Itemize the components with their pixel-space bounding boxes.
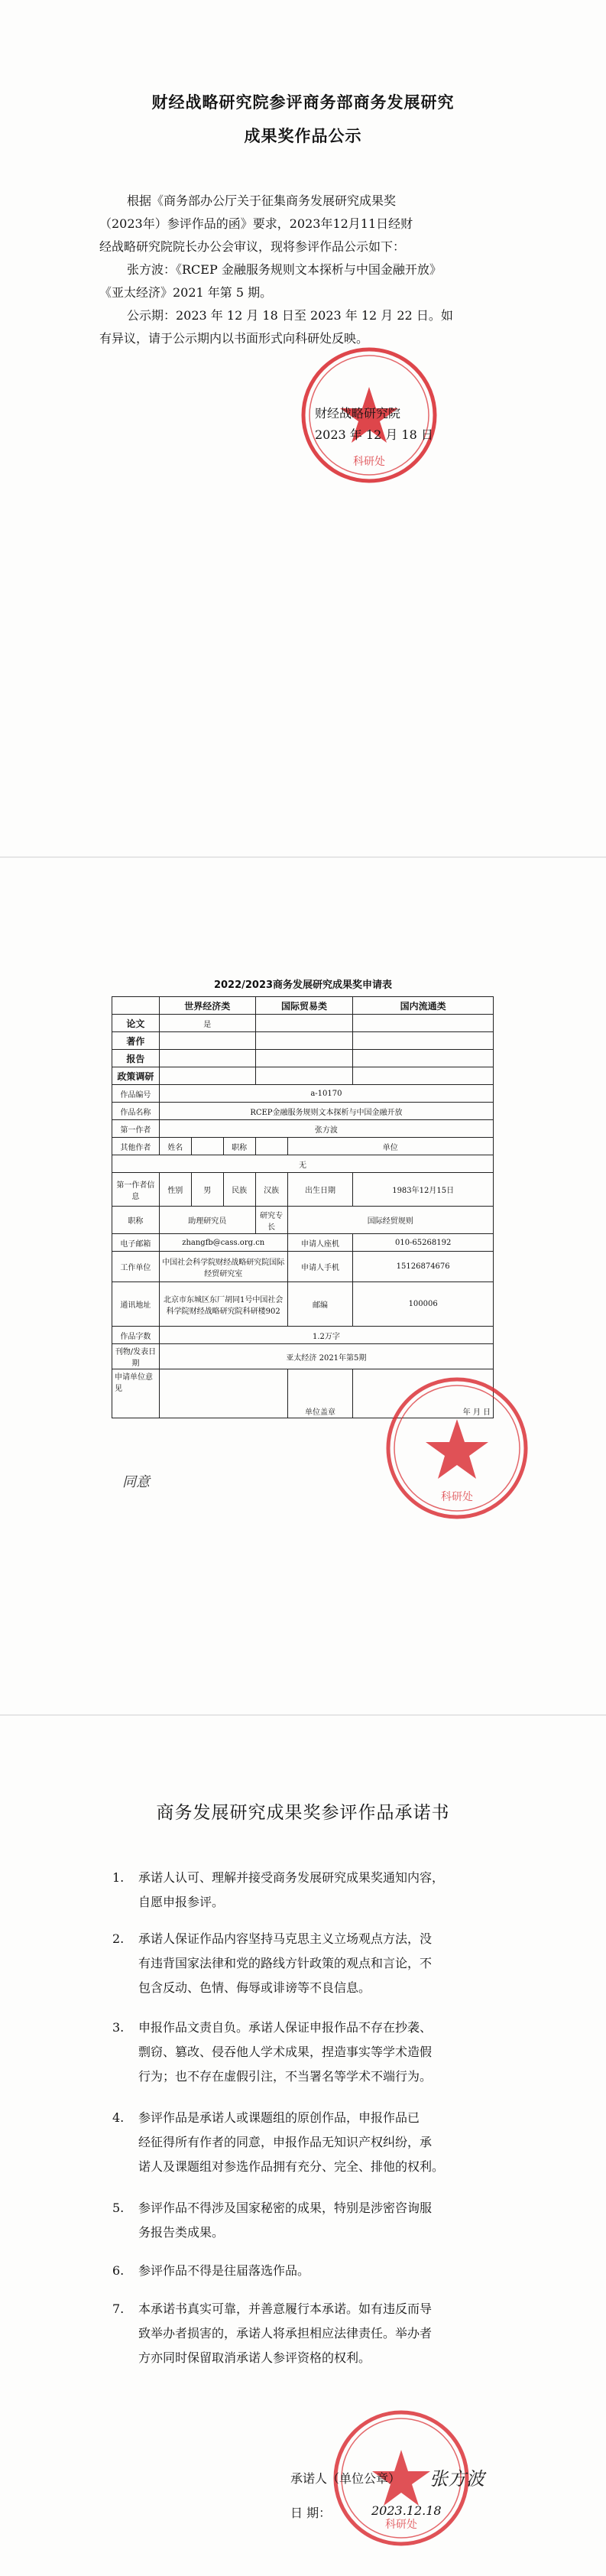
item-line: 申报作品文责自负。承诺人保证申报作品不存在抄袭、	[138, 2020, 433, 2035]
item-line: 剽窃、篡改、侵吞他人学术成果，捏造事实等学术造假	[138, 2045, 433, 2059]
work-no-label: 作品编号	[112, 1085, 160, 1103]
commitment-item-1	[112, 1866, 525, 1915]
seal-label: 单位盖章	[287, 1369, 353, 1418]
handwritten-signature: 张方波	[429, 2468, 484, 2490]
announcement-date: 2023 年 12 月 18 日	[315, 427, 433, 442]
row-paper: 论文	[112, 1015, 160, 1032]
form-seal-text: 科研处	[441, 1491, 473, 1503]
zip-label: 邮编	[287, 1282, 353, 1327]
gender-label: 性别	[159, 1173, 191, 1207]
other-unit-label: 单位	[287, 1138, 493, 1155]
form-title: 2022/2023商务发展研究成果奖申请表	[213, 979, 393, 991]
opinion-date: 年 月 日	[353, 1369, 494, 1418]
other-name-label: 姓名	[159, 1138, 191, 1155]
commitment-seal-text: 科研处	[385, 2519, 417, 2531]
col-intl-trade: 国际贸易类	[255, 997, 353, 1015]
ethnic-label: 民族	[223, 1173, 255, 1207]
para1-line2: （2023年）参评作品的函》要求，2023年12月11日经财	[99, 216, 413, 231]
para3-line2: 有异议，请于公示期内以书面形式向科研处反映。	[99, 331, 369, 346]
phone-label: 申请人座机	[287, 1234, 353, 1252]
paper-world-mark: 是	[159, 1015, 255, 1032]
para1-line3: 经战略研究院院长办公会审议，现将参评作品公示如下：	[99, 239, 406, 254]
birth-label: 出生日期	[287, 1173, 353, 1207]
commitment-item-5	[112, 2196, 525, 2245]
rank-label: 职称	[112, 1207, 160, 1234]
work-name-value: RCEP金融服务规则文本探析与中国金融开放	[159, 1103, 493, 1120]
para1-line1: 根据《商务部办公厅关于征集商务发展研究成果奖	[127, 193, 397, 208]
other-authors-label: 其他作者	[112, 1138, 160, 1155]
address-label: 通讯地址	[112, 1282, 160, 1327]
other-title-label: 职称	[223, 1138, 255, 1155]
commitment-item-2	[112, 1927, 525, 2000]
signer-label: 承诺人（单位公章）	[290, 2471, 401, 2486]
item-line: 有违背国家法律和党的路线方针政策的观点和言论，不	[138, 1956, 433, 1970]
mobile-value: 15126874676	[353, 1252, 494, 1282]
work-unit-label: 工作单位	[112, 1252, 160, 1282]
mobile-label: 申请人手机	[287, 1252, 353, 1282]
handwritten-approval: 同意	[122, 1474, 150, 1490]
item-line: 务报告类成果。	[138, 2225, 225, 2240]
first-author-value: 张方波	[159, 1120, 493, 1138]
row-book: 著作	[112, 1032, 160, 1050]
row-policy-research: 政策调研	[112, 1067, 160, 1085]
item-line: 自愿申报参评。	[138, 1895, 225, 1909]
para2-line2: 《亚太经济》2021 年第 5 期。	[99, 285, 273, 300]
email-label: 电子邮箱	[112, 1234, 160, 1252]
commitment-item-7	[112, 2297, 525, 2370]
item-line: 致举办者损害的，承诺人将承担相应法律责任。举办者	[138, 2326, 433, 2340]
word-count-value: 1.2万字	[159, 1327, 493, 1344]
item-line: 参评作品不得涉及国家秘密的成果，特别是涉密咨询服	[138, 2201, 433, 2215]
item-number: 3.	[112, 2020, 125, 2035]
item-number: 5.	[112, 2201, 125, 2215]
word-count-label: 作品字数	[112, 1327, 160, 1344]
item-line: 承诺人保证作品内容坚持马克思主义立场观点方法，没	[138, 1931, 433, 1946]
email-value: zhangfb@cass.org.cn	[159, 1234, 287, 1252]
gender-value: 男	[191, 1173, 223, 1207]
seal-text-bottom: 科研处	[353, 456, 385, 468]
publish-label: 刊物/发表日期	[112, 1344, 160, 1369]
application-form-table	[112, 996, 494, 1418]
commitment-item-6	[112, 2259, 525, 2283]
row-report: 报告	[112, 1050, 160, 1067]
para2-line1: 张方波：《RCEP 金融服务规则文本探析与中国金融开放》	[127, 262, 442, 277]
work-no-value: a-10170	[159, 1085, 493, 1103]
item-line: 诺人及课题组对参选作品拥有充分、完全、排他的权利。	[138, 2159, 445, 2174]
announcement-title-line1: 财经战略研究院参评商务部商务发展研究	[151, 93, 455, 112]
page-announcement	[0, 0, 606, 856]
page-commitment-letter	[0, 1716, 606, 2576]
announcement-title-line2: 成果奖作品公示	[244, 126, 362, 145]
col-domestic-circulation: 国内流通类	[353, 997, 494, 1015]
item-line: 行为；也不存在虚假引注，不当署名等学术不端行为。	[138, 2069, 433, 2084]
item-line: 本承诺书真实可靠，并善意履行本承诺。如有违反而导	[138, 2302, 433, 2316]
other-authors-none: 无	[112, 1155, 494, 1173]
commitment-item-3	[112, 2016, 525, 2089]
commitment-item-4	[112, 2106, 525, 2179]
phone-value: 010-65268192	[353, 1234, 494, 1252]
item-line: 方亦同时保留取消承诺人参评资格的权利。	[138, 2350, 371, 2365]
item-line: 经征得所有作者的同意，申报作品无知识产权纠纷，承	[138, 2135, 433, 2149]
item-line: 包含反动、色情、侮辱或诽谤等不良信息。	[138, 1980, 371, 1995]
author-info-label: 第一作者信息	[112, 1173, 160, 1207]
ethnic-value: 汉族	[255, 1173, 287, 1207]
page-application-form	[0, 858, 606, 1714]
item-number: 4.	[112, 2110, 125, 2125]
para3-line1: 公示期：2023 年 12 月 18 日至 2023 年 12 月 22 日。如	[127, 308, 453, 323]
birth-value: 1983年12月15日	[353, 1173, 494, 1207]
commitment-title: 商务发展研究成果奖参评作品承诺书	[156, 1803, 450, 1823]
form-seal-stamp	[381, 1372, 533, 1525]
date-label: 日 期：	[290, 2506, 332, 2520]
item-number: 7.	[112, 2302, 125, 2316]
opinion-label: 申请单位意见	[112, 1369, 160, 1418]
zip-value: 100006	[353, 1282, 494, 1327]
address-value: 北京市东城区东厂胡同1号中国社会科学院财经战略研究院科研楼902	[159, 1282, 287, 1327]
field-label: 研究专长	[255, 1207, 287, 1234]
work-name-label: 作品名称	[112, 1103, 160, 1120]
work-unit-value: 中国社会科学院财经战略研究院国际经贸研究室	[159, 1252, 287, 1282]
item-number: 2.	[112, 1931, 125, 1946]
item-number: 1.	[112, 1870, 125, 1885]
announcement-org: 财经战略研究院	[315, 406, 401, 421]
field-value: 国际经贸规则	[287, 1207, 493, 1234]
handwritten-date: 2023.12.18	[371, 2503, 442, 2518]
rank-value: 助理研究员	[159, 1207, 255, 1234]
item-line: 参评作品是承诺人或课题组的原创作品，申报作品已	[138, 2110, 420, 2125]
publish-value: 亚太经济 2021年第5期	[159, 1344, 493, 1369]
first-author-label: 第一作者	[112, 1120, 160, 1138]
item-line: 参评作品不得是往届落选作品。	[138, 2263, 310, 2278]
item-number: 6.	[112, 2263, 125, 2278]
item-line: 承诺人认可、理解并接受商务发展研究成果奖通知内容，	[138, 1870, 445, 1885]
col-world-economy: 世界经济类	[159, 997, 255, 1015]
